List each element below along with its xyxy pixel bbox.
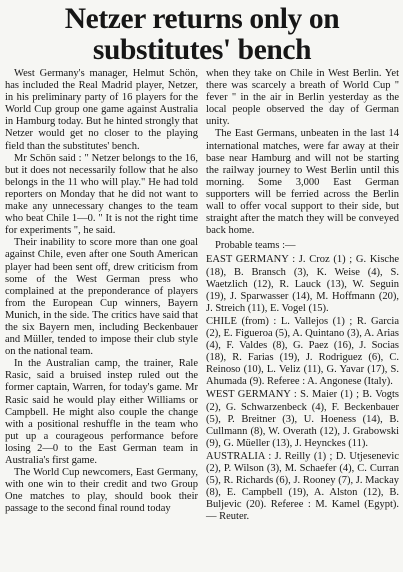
team-list-east-germany [206, 254, 399, 314]
article-columns [5, 68, 399, 523]
article-paragraph: In the Australian camp, the trainer, Rale Rasic, said a bruised instep ruled out the former captain, Warren, for today's game. Mr Rasic said he would play either Williams or Campbell. He might also couple the change with a positional reshuffle in the team who put up a courageous performance before losing 2—0 to the East German team in Australia's first game. [5, 358, 198, 466]
headline-line-2: substitutes' bench [92, 34, 312, 66]
team-list-chile [206, 316, 399, 389]
article-paragraph: The East Germans, unbeaten in the last 14 international matches, were far away at their base near Hamburg and will not be starting the railway journey to West Berlin until this morning. Some 3,000 East German supporters will be ferried across the Berlin wall to offer vocal support to their side, but straight after the match they will be conveyed back home. [206, 128, 399, 237]
referee-line: Referee : M. Kamel (Egypt). — Reuter. [206, 499, 399, 523]
article-headline [5, 4, 399, 66]
referee-line: Referee : A. Angonese (Italy). [266, 376, 393, 388]
article-paragraph: Mr Schön said : " Netzer belongs to the 16, but it does not necessarily follow that he also belongs in the 11 who will play." He had told reporters on Monday that he did not want to make any unnecessary changes to the team who beat Chile 1—0. " It is not the right time for experiments ", he said. [5, 152, 198, 237]
team-name: AUSTRALIA [206, 450, 265, 462]
probable-teams-label: Probable teams :— [215, 240, 296, 252]
team-players: : J. Croz (1) ; G. Kische (18), B. Bransch (3), K. Weise (4), S. Waetzlich (12), R. Lauck (13), W. Seguin (19), J. Sparwasser (14), M. Hoffmann (20), J. Streich (11), E. Vogel (15). [206, 254, 399, 314]
article-column-left [5, 68, 198, 523]
article-paragraph: West Germany's manager, Helmut Schön, has included the Real Madrid player, Netzer, in his preliminary party of 16 players for the World Cup group one game against Australia in Hamburg today. But he hinted strongly that Netzer would get no closer to the playing field than the substitutes' bench. [5, 68, 198, 152]
team-players: : J. Reilly (1) ; D. Utjesenevic (2), P. Wilson (3), M. Schaefer (4), C. Curran (5), R. Richards (6), J. Rooney (7), J. Mackay (8), E. Campbell (19), A. Alston (12), B. Buljevic (20). [206, 450, 399, 511]
team-players: (from) : L. Vallejos (1) ; R. Garcia (2), E. Figueroa (5), A. Quintano (3), A. Arias (4), F. Valdes (8), G. Paez (16), J. Socias (18), R. Farias (19), J. Rodriguez (6), C. Reinoso (10), L. Veliz (11), G. Yavar (17), S. Ahumada (9). [206, 315, 400, 388]
team-name: CHILE [206, 315, 237, 327]
team-name: WEST GERMANY [206, 389, 291, 401]
team-players: : S. Maier (1) ; B. Vogts (2), G. Schwarzenbeck (4), F. Beckenbauer (5), P. Breitner (3), U. Hoeness (14), B. Cullmann (8), W. Overath (12), J. Grabowski (9), G. Müeller (13), J. Heynckes (11). [206, 389, 399, 449]
article-paragraph: Their inability to score more than one goal against Chile, even after one South American player had been sent off, drew criticism from some of the West German press who complained at the preponderance of players from the European Cup winners, Bayern Munich, in the side. The critics have said that the six Bayern men, including Beckenbauer and Müller, tended to impose their club style on the national team. [5, 237, 198, 358]
team-list-australia [206, 451, 399, 524]
team-name: EAST GERMANY [206, 254, 289, 266]
article-paragraph: The World Cup newcomers, East Germany, with one win to their credit and two Group One matches to play, should book their passage to the second final round today [5, 467, 198, 515]
team-list-west-germany [206, 389, 399, 449]
article-paragraph: when they take on Chile in West Berlin. Yet there was scarcely a breath of World Cup " fever " in the air in Berlin yesterday as the local people observed the day of German unity. [206, 68, 399, 128]
headline-line-1: Netzer returns only on [64, 3, 340, 35]
article-column-right [206, 68, 399, 523]
